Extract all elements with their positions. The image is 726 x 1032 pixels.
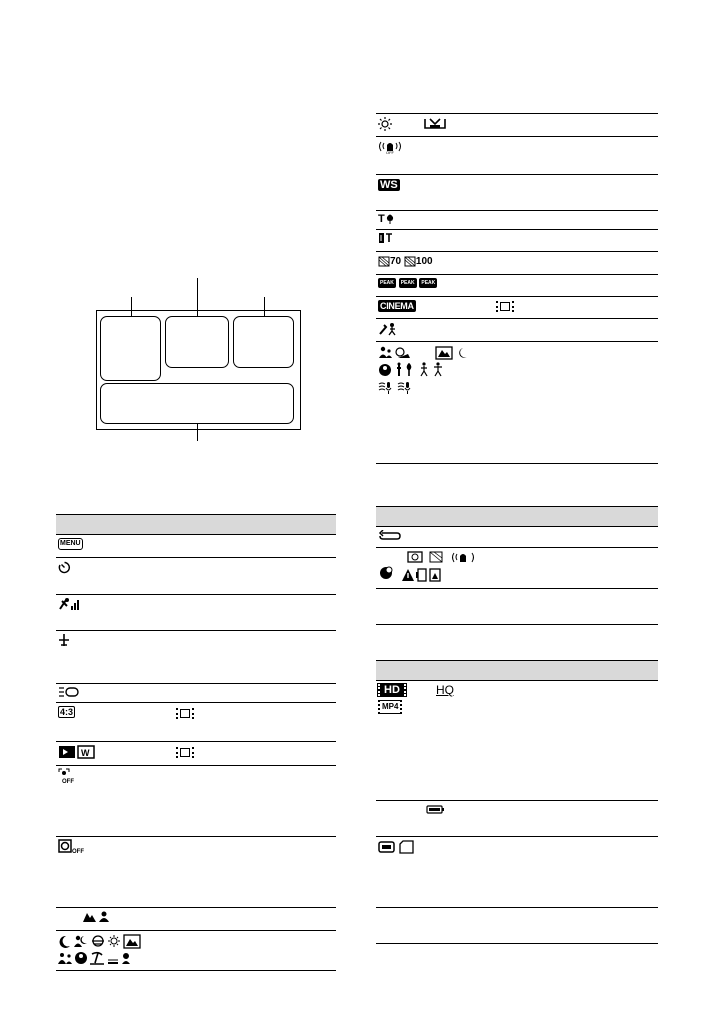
airplane-mode-icon: [58, 633, 70, 647]
lcd-screen-diagram: [0, 0, 360, 460]
film-icon-2: [176, 747, 194, 759]
self-timer-icon: [58, 561, 71, 574]
repeat-icon: [378, 530, 402, 543]
wide-mode-icon: WS: [380, 179, 398, 191]
smile-shutter-off-icon: [58, 839, 88, 855]
area-left-top: [100, 316, 161, 381]
backlight-icon: [378, 232, 396, 245]
aspect-ratio-icon: 4:3: [60, 707, 74, 717]
face-detection-off-icon: [58, 768, 76, 784]
scene-selection-icons: [58, 934, 166, 966]
peaking-icons: PEAK PEAK PEAK: [380, 280, 436, 287]
recording-media-icons: [378, 840, 418, 854]
area-bottom: [100, 383, 294, 424]
golf-shot-icon: [378, 322, 398, 336]
left-table-header: [56, 514, 336, 534]
svg-text:W: W: [81, 748, 90, 758]
cinema-effect-icon: CINEMA: [380, 301, 414, 311]
leader-right: [264, 297, 265, 317]
conversion-lens-icon: 70 100: [378, 256, 433, 268]
hd-badge: HD: [378, 684, 406, 696]
mp4-badge: MP4: [378, 700, 402, 714]
tele-macro-icon: T: [378, 213, 395, 225]
menu-badge-icon: MENU: [58, 538, 83, 551]
leader-center: [197, 278, 198, 317]
intelligent-auto-icons: [378, 346, 488, 398]
video-light-icon: [58, 686, 80, 699]
warning-icons: [378, 551, 498, 583]
svg-text:OFF: OFF: [62, 779, 74, 784]
steadyshot-off-icon: [378, 140, 402, 154]
wide-select-icon: [58, 745, 98, 759]
recording-format-icons: [378, 684, 498, 716]
film-icon-3: [496, 301, 514, 313]
right-mid-header: [376, 506, 658, 526]
leader-bottom: [197, 424, 198, 441]
svg-text:OFF: OFF: [386, 150, 394, 154]
gps-signal-icon: [58, 597, 82, 611]
hq-label: HQ: [436, 683, 454, 697]
svg-text:OFF: OFF: [72, 849, 84, 855]
leader-left: [131, 297, 132, 317]
film-icon: [176, 708, 194, 720]
scene-icons: [82, 910, 112, 923]
right-bottom-header: [376, 660, 658, 680]
battery-icon: [426, 804, 444, 816]
white-balance-icon: [378, 117, 448, 131]
area-right-top: [233, 316, 294, 368]
area-center-top: [165, 316, 229, 368]
